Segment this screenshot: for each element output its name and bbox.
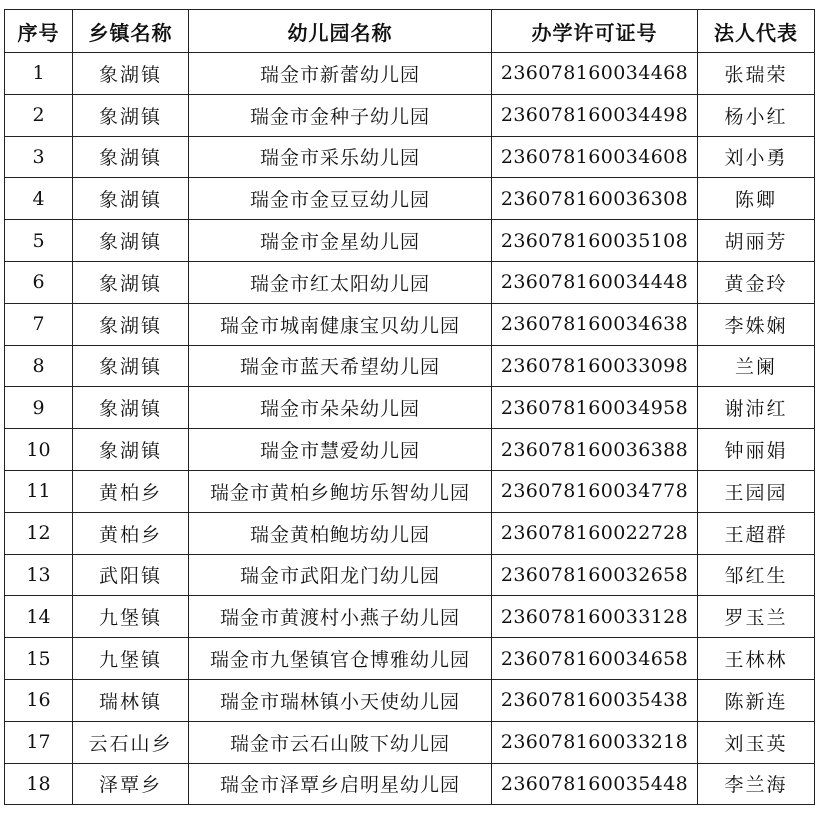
cell-index: 13	[5, 554, 73, 596]
cell-index: 3	[5, 136, 73, 178]
cell-license-number: 236078160036308	[492, 178, 698, 220]
cell-index: 4	[5, 178, 73, 220]
cell-legal-representative: 钟丽娟	[698, 429, 815, 471]
cell-index: 2	[5, 94, 73, 136]
cell-kindergarten-name: 瑞金市黄柏乡鲍坊乐智幼儿园	[189, 470, 492, 512]
table-row	[5, 429, 815, 471]
cell-kindergarten-name: 瑞金市金种子幼儿园	[189, 94, 492, 136]
cell-legal-representative: 兰阑	[698, 345, 815, 387]
header-town: 乡镇名称	[73, 10, 189, 53]
table-body	[5, 53, 815, 805]
cell-town: 黄柏乡	[73, 512, 189, 554]
cell-kindergarten-name: 瑞金市瑞林镇小天使幼儿园	[189, 679, 492, 721]
cell-kindergarten-name: 瑞金市红太阳幼儿园	[189, 261, 492, 303]
table-row	[5, 303, 815, 345]
table-row	[5, 178, 815, 220]
table-row	[5, 387, 815, 429]
cell-license-number: 236078160034638	[492, 303, 698, 345]
header-license-number: 办学许可证号	[492, 10, 698, 53]
cell-index: 15	[5, 638, 73, 680]
cell-kindergarten-name: 瑞金市城南健康宝贝幼儿园	[189, 303, 492, 345]
cell-license-number: 236078160034608	[492, 136, 698, 178]
cell-kindergarten-name: 瑞金市蓝天希望幼儿园	[189, 345, 492, 387]
cell-town: 象湖镇	[73, 429, 189, 471]
cell-license-number: 236078160034958	[492, 387, 698, 429]
cell-index: 6	[5, 261, 73, 303]
cell-license-number: 236078160035108	[492, 220, 698, 262]
cell-legal-representative: 王超群	[698, 512, 815, 554]
cell-kindergarten-name: 瑞金黄柏鲍坊幼儿园	[189, 512, 492, 554]
table-row	[5, 512, 815, 554]
cell-index: 17	[5, 721, 73, 763]
cell-index: 14	[5, 596, 73, 638]
cell-kindergarten-name: 瑞金市朵朵幼儿园	[189, 387, 492, 429]
kindergarten-license-table	[4, 9, 815, 805]
cell-town: 象湖镇	[73, 94, 189, 136]
cell-license-number: 236078160035438	[492, 679, 698, 721]
table-row	[5, 136, 815, 178]
table-row	[5, 638, 815, 680]
cell-kindergarten-name: 瑞金市采乐幼儿园	[189, 136, 492, 178]
cell-town: 泽覃乡	[73, 763, 189, 805]
cell-license-number: 236078160036388	[492, 429, 698, 471]
cell-index: 9	[5, 387, 73, 429]
cell-legal-representative: 胡丽芳	[698, 220, 815, 262]
cell-town: 瑞林镇	[73, 679, 189, 721]
cell-kindergarten-name: 瑞金市新蕾幼儿园	[189, 53, 492, 95]
cell-license-number: 236078160022728	[492, 512, 698, 554]
cell-kindergarten-name: 瑞金市云石山陂下幼儿园	[189, 721, 492, 763]
cell-license-number: 236078160035448	[492, 763, 698, 805]
cell-kindergarten-name: 瑞金市金星幼儿园	[189, 220, 492, 262]
cell-license-number: 236078160034498	[492, 94, 698, 136]
header-kindergarten-name: 幼儿园名称	[189, 10, 492, 53]
cell-license-number: 236078160032658	[492, 554, 698, 596]
cell-license-number: 236078160033128	[492, 596, 698, 638]
cell-legal-representative: 李兰海	[698, 763, 815, 805]
cell-license-number: 236078160034778	[492, 470, 698, 512]
cell-town: 象湖镇	[73, 53, 189, 95]
cell-town: 象湖镇	[73, 178, 189, 220]
cell-town: 象湖镇	[73, 345, 189, 387]
cell-legal-representative: 王园园	[698, 470, 815, 512]
cell-town: 九堡镇	[73, 638, 189, 680]
cell-kindergarten-name: 瑞金市武阳龙门幼儿园	[189, 554, 492, 596]
cell-index: 11	[5, 470, 73, 512]
cell-legal-representative: 陈卿	[698, 178, 815, 220]
cell-town: 象湖镇	[73, 261, 189, 303]
cell-index: 5	[5, 220, 73, 262]
cell-index: 1	[5, 53, 73, 95]
cell-town: 九堡镇	[73, 596, 189, 638]
cell-town: 象湖镇	[73, 136, 189, 178]
cell-kindergarten-name: 瑞金市九堡镇官仓博雅幼儿园	[189, 638, 492, 680]
cell-index: 10	[5, 429, 73, 471]
table-row	[5, 679, 815, 721]
header-legal-representative: 法人代表	[698, 10, 815, 53]
cell-legal-representative: 王林林	[698, 638, 815, 680]
table-row	[5, 554, 815, 596]
cell-town: 象湖镇	[73, 387, 189, 429]
table-row	[5, 763, 815, 805]
table-row	[5, 94, 815, 136]
cell-kindergarten-name: 瑞金市泽覃乡启明星幼儿园	[189, 763, 492, 805]
cell-legal-representative: 杨小红	[698, 94, 815, 136]
table-row	[5, 721, 815, 763]
cell-town: 象湖镇	[73, 220, 189, 262]
cell-town: 武阳镇	[73, 554, 189, 596]
cell-legal-representative: 李姝娴	[698, 303, 815, 345]
cell-license-number: 236078160033098	[492, 345, 698, 387]
cell-legal-representative: 邹红生	[698, 554, 815, 596]
cell-kindergarten-name: 瑞金市慧爱幼儿园	[189, 429, 492, 471]
table-row	[5, 596, 815, 638]
table-row	[5, 53, 815, 95]
table-row	[5, 345, 815, 387]
table-row	[5, 220, 815, 262]
cell-index: 8	[5, 345, 73, 387]
cell-town: 象湖镇	[73, 303, 189, 345]
cell-town: 云石山乡	[73, 721, 189, 763]
cell-license-number: 236078160034658	[492, 638, 698, 680]
cell-index: 18	[5, 763, 73, 805]
cell-kindergarten-name: 瑞金市金豆豆幼儿园	[189, 178, 492, 220]
header-row	[5, 10, 815, 53]
cell-legal-representative: 黄金玲	[698, 261, 815, 303]
cell-legal-representative: 张瑞荣	[698, 53, 815, 95]
cell-legal-representative: 谢沛红	[698, 387, 815, 429]
cell-license-number: 236078160033218	[492, 721, 698, 763]
cell-legal-representative: 陈新连	[698, 679, 815, 721]
cell-legal-representative: 刘玉英	[698, 721, 815, 763]
cell-legal-representative: 刘小勇	[698, 136, 815, 178]
table-row	[5, 470, 815, 512]
cell-town: 黄柏乡	[73, 470, 189, 512]
cell-license-number: 236078160034448	[492, 261, 698, 303]
header-index: 序号	[5, 10, 73, 53]
cell-index: 7	[5, 303, 73, 345]
cell-index: 16	[5, 679, 73, 721]
cell-license-number: 236078160034468	[492, 53, 698, 95]
cell-index: 12	[5, 512, 73, 554]
cell-kindergarten-name: 瑞金市黄渡村小燕子幼儿园	[189, 596, 492, 638]
cell-legal-representative: 罗玉兰	[698, 596, 815, 638]
table-row	[5, 261, 815, 303]
